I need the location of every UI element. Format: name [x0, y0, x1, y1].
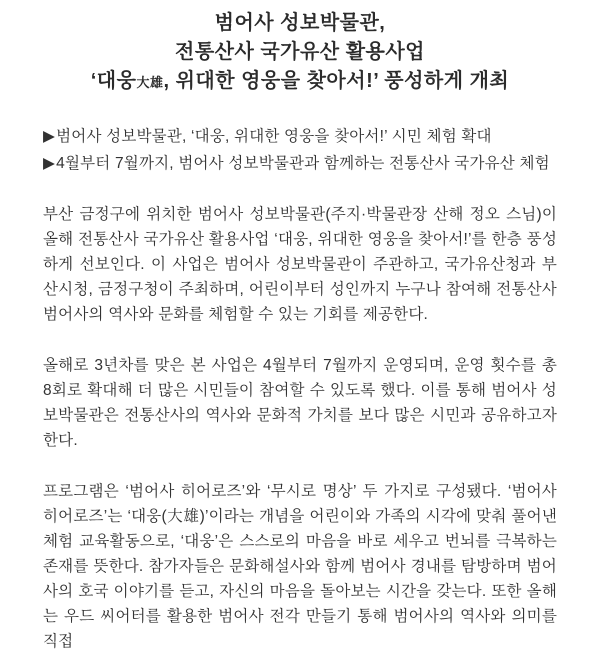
title-hanja-daeung: 大雄 [136, 75, 164, 90]
paragraph-1: 부산 금정구에 위치한 범어사 성보박물관(주지·박물관장 산해 정오 스님)이 올해 전통산사 국가유산 활용사업 ‘대웅, 위대한 영웅을 찾아서!’를 한층 풍성하게 선보인다. 이 사업은 범어사 성보박물관이 주관하고, 국가유산청과 부산시청, 금정구청이 주최하며, 어린이부터 성인까지 누구나 참여해 전통산사 범어사의 역사와 문화를 체험할 수 있는 기회를 제공한다. [43, 206, 557, 323]
title-line-3-suffix: , 위대한 영웅을 찾아서!’ 풍성하게 개최 [163, 70, 510, 92]
title-line-3-prefix: ‘대웅 [90, 70, 137, 92]
title-line-1: 범어사 성보박물관, [214, 12, 386, 34]
bullet-item-2 [43, 150, 557, 177]
document-body [43, 202, 557, 654]
triangle-bullet-icon: ▶ [43, 155, 56, 172]
bullet-item-1-text: 범어사 성보박물관, ‘대웅, 위대한 영웅을 찾아서!’ 시민 체험 확대 [56, 128, 492, 145]
bullet-item-1 [43, 123, 557, 150]
title-line-3 [43, 67, 557, 97]
document-title [43, 9, 557, 97]
summary-bullets [43, 123, 557, 177]
paragraph-3: 프로그램은 ‘범어사 히어로즈’와 ‘무시로 명상’ 두 가지로 구성됐다. ‘범어사 히어로즈’는 ‘대웅(大雄)’이라는 개념을 어린이와 가족의 시각에 맞춰 풀어낸 체험 교육활동으로, ‘대웅’은 스스로의 마음을 바로 세우고 번뇌를 극복하는 존재를 뜻한다. 참가자들은 문화해설사와 함께 범어사 경내를 탐방하며 범어사의 호국 이야기를 듣고, 자신의 마음을 돌아보는 시간을 갖는다. 또한 올해는 우드 씨어터를 활용한 범어사 전각 만들기 통해 범어사의 역사와 의미를 직접 [43, 483, 557, 650]
bullet-item-2-text: 4월부터 7월까지, 범어사 성보박물관과 함께하는 전통산사 국가유산 체험 [56, 155, 550, 172]
title-line-2: 전통산사 국가유산 활용사업 [175, 41, 425, 63]
triangle-bullet-icon: ▶ [43, 128, 56, 145]
paragraph-2: 올해로 3년차를 맞은 본 사업은 4월부터 7월까지 운영되며, 운영 횟수를 총 8회로 확대해 더 많은 시민들이 참여할 수 있도록 했다. 이를 통해 범어사 성보박물관은 전통산사의 역사와 문화적 가치를 보다 많은 시민과 공유하고자 한다. [43, 357, 557, 449]
